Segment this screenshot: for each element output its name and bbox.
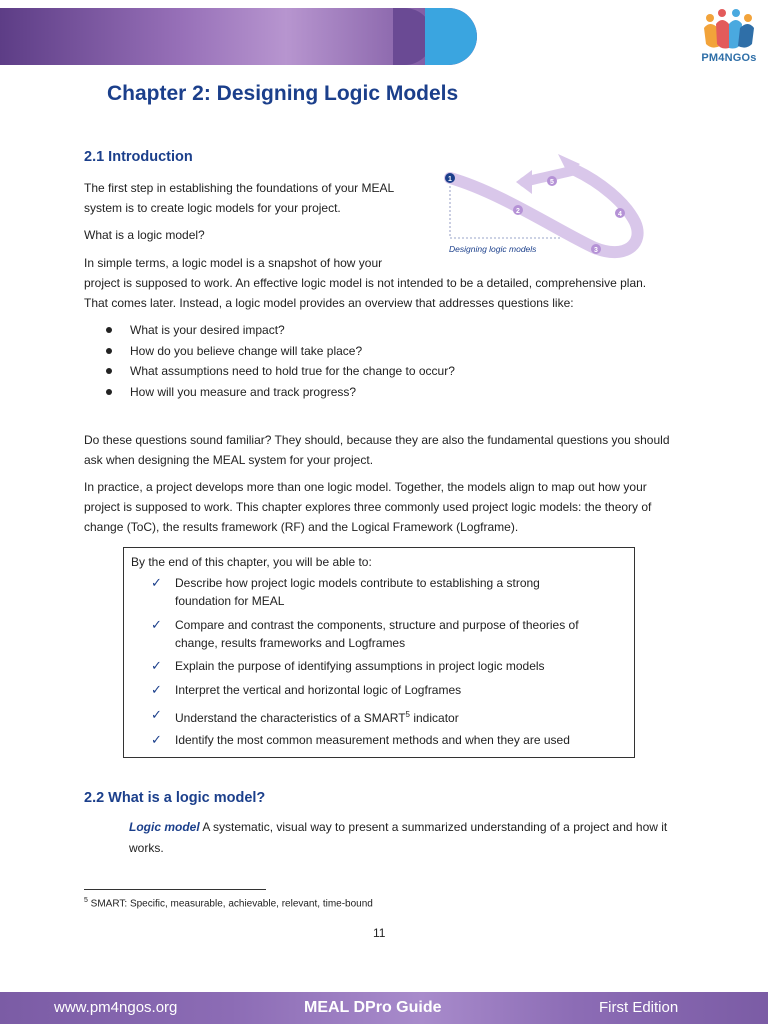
chapter-title: Chapter 2: Designing Logic Models: [107, 82, 459, 105]
header-banner-blue-tip: [425, 8, 477, 65]
footnote-marker: 5: [84, 897, 88, 904]
objective-item: [151, 681, 611, 699]
objective-text: Identify the most common measurement methods and when they are used: [175, 733, 570, 747]
footer-bar: [0, 992, 768, 1024]
objective-item: [151, 657, 611, 675]
objective-item: [151, 731, 611, 749]
footnote-text: SMART: Specific, measurable, achievable, relevant, time-bound: [87, 898, 373, 910]
list-item: How will you measure and track progress?: [104, 382, 455, 403]
people-logo-icon: [694, 6, 764, 52]
footnote-divider: [84, 889, 266, 890]
intro-paragraph-5: In practice, a project develops more than one logic model. Together, the models align to map out how your project is supposed to work. This chapter explores three commonly used project logic models: the theory of change (ToC), the results framework (RF) and the Logical Framework (Logframe).: [84, 480, 652, 534]
logic-model-definition: [129, 817, 669, 859]
page-number: 11: [373, 926, 386, 940]
objective-text: Explain the purpose of identifying assumptions in project logic models: [175, 659, 545, 673]
footnote: [84, 897, 373, 909]
checkmark-icon: ✓: [151, 617, 162, 632]
section-heading-introduction: 2.1 Introduction: [84, 149, 193, 165]
intro-paragraph-1: The first step in establishing the foundations of your MEAL system is to create logic models for your project.: [84, 181, 394, 215]
step-3-label: 3: [594, 247, 598, 254]
pm4ngos-logo: [694, 6, 764, 68]
step-2-label: 2: [516, 208, 520, 215]
checkmark-icon: ✓: [151, 575, 162, 590]
definition-term: Logic model: [129, 820, 200, 834]
objective-text: [175, 706, 611, 727]
checkmark-icon: ✓: [151, 658, 162, 673]
objective-item: [151, 574, 611, 610]
header-banner: [0, 8, 477, 65]
definition-text: A systematic, visual way to present a summarized understanding of a project and how it works.: [129, 820, 668, 855]
footer-guide-title: MEAL DPro Guide: [304, 999, 442, 1016]
intro-paragraph-3-line-1: In simple terms, a logic model is a snapshot of how your: [84, 256, 383, 270]
list-item: What assumptions need to hold true for the change to occur?: [104, 361, 455, 382]
learning-objectives-box: [123, 547, 635, 758]
footer-url-link[interactable]: www.pm4ngos.org: [54, 999, 178, 1016]
checkmark-icon: ✓: [151, 707, 162, 722]
checkmark-icon: ✓: [151, 682, 162, 697]
objective-text: Describe how project logic models contribute to establishing a strong foundation for MEAL: [175, 576, 540, 608]
objective-item: [151, 706, 611, 727]
objective-text: Compare and contrast the components, structure and purpose of theories of change, results frameworks and Logframes: [175, 618, 579, 650]
list-item: What is your desired impact?: [104, 320, 455, 341]
diagram-caption: Designing logic models: [449, 244, 537, 254]
list-item: How do you believe change will take place?: [104, 341, 455, 362]
intro-paragraph-4: Do these questions sound familiar? They should, because they are also the fundamental questions you should ask when designing the MEAL system for your project.: [84, 433, 670, 467]
section-heading-what-is-logic-model: 2.2 What is a logic model?: [84, 790, 266, 806]
question-list: [104, 320, 455, 402]
objective-text-suffix: indicator: [410, 711, 459, 725]
checkmark-icon: ✓: [151, 732, 162, 747]
objective-item: [151, 616, 611, 652]
footer-edition: First Edition: [599, 999, 679, 1016]
step-1-label: 1: [448, 176, 452, 183]
intro-paragraph-2: What is a logic model?: [84, 228, 205, 242]
step-5-label: 5: [550, 179, 554, 186]
objectives-intro: By the end of this chapter, you will be able to:: [131, 555, 372, 569]
objective-text-main: Understand the characteristics of a SMART: [175, 711, 406, 725]
logo-text: PM4NGOs: [701, 52, 757, 64]
logic-model-cycle-diagram: [440, 152, 650, 262]
intro-paragraph-3: project is supposed to work. An effective logic model is not intended to be a detailed, comprehensive plan. That comes later. Instead, a logic model provides an overview that addresses questions like:: [84, 276, 647, 310]
step-4-label: 4: [618, 211, 622, 218]
objective-text: Interpret the vertical and horizontal logic of Logframes: [175, 683, 462, 697]
footnote-reference: 5: [405, 710, 410, 719]
